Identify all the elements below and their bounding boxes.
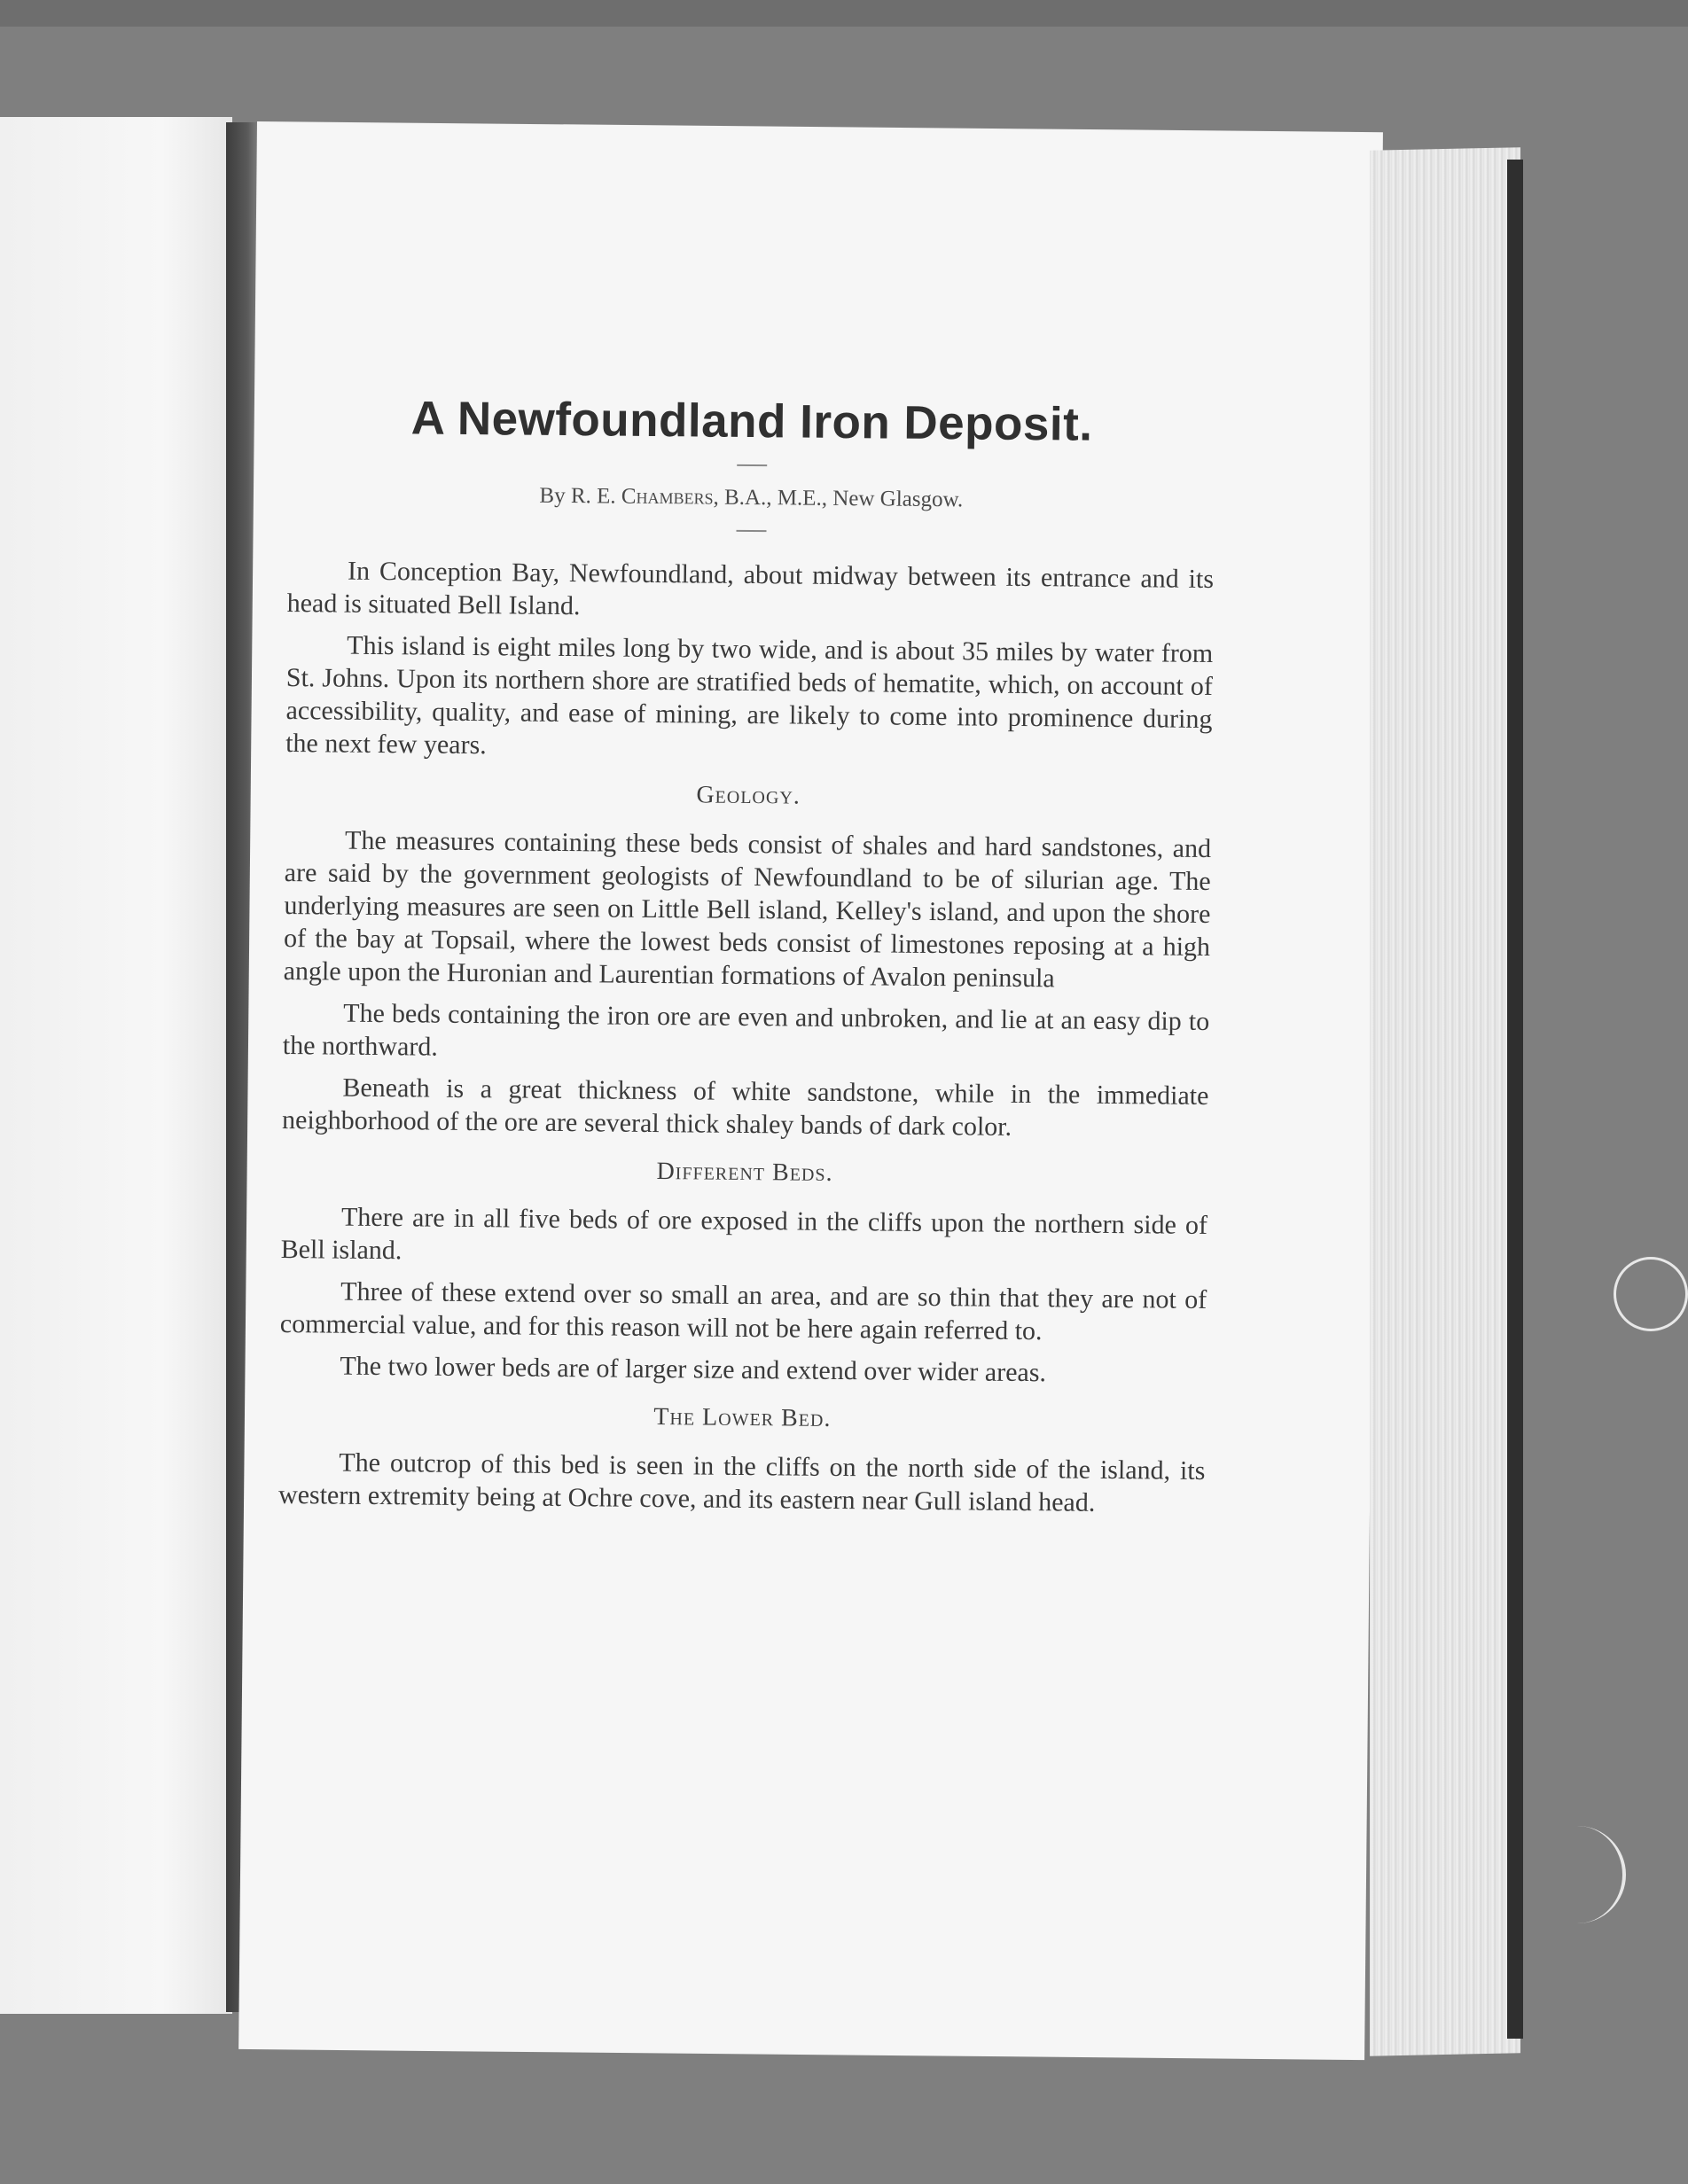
left-facing-page xyxy=(0,117,232,2014)
beds-paragraph: There are in all five beds of ore exposed in the cliffs upon the northern side of Bell island. xyxy=(280,1202,1208,1266)
section-heading-geology: Geology. xyxy=(696,781,801,810)
book-cover-edge xyxy=(1507,160,1523,2039)
article-byline xyxy=(288,481,1215,515)
article-title: A Newfoundland Iron Deposit. xyxy=(410,392,1093,451)
section-heading-different-beds: Different Beds. xyxy=(656,1158,833,1187)
geology-paragraph: Beneath is a great thickness of white sandstone, while in the immediate neighborhood of the ore are several thick shaley bands of dark color. xyxy=(281,1072,1209,1142)
byline-prefix: By xyxy=(539,483,566,508)
intro-paragraph: In Conception Bay, Newfoundland, about midway between its entrance and its head is situated Bell Island. xyxy=(286,556,1215,621)
beds-paragraph: The two lower beds are of larger size and extend over wider areas. xyxy=(340,1351,1047,1388)
scan-circle-mark xyxy=(1614,1257,1688,1331)
title-rule xyxy=(737,464,767,466)
byline-suffix: , B.A., M.E., New Glasgow. xyxy=(713,485,964,512)
scan-border xyxy=(0,0,1688,27)
lower-bed-paragraph: The outcrop of this bed is seen in the cliffs on the north side of the island, its western extremity being at Ochre cove, and its eastern near Gull island head. xyxy=(277,1447,1206,1517)
byline-rule xyxy=(736,530,766,532)
byline-author: R. E. Chambers xyxy=(570,484,714,510)
section-heading-lower-bed: The Lower Bed. xyxy=(653,1403,832,1432)
page-edges xyxy=(1370,147,1520,2056)
geology-paragraph: The beds containing the iron ore are even and unbroken, and lie at an easy dip to the northward. xyxy=(282,998,1210,1062)
article-body xyxy=(278,390,1215,1529)
geology-paragraph: The measures containing these beds consist of shales and hard sandstones, and are said by the government geologists of Newfoundland to be of silurian age. The underlying measures are seen on Little Bell island, Kelley's island, and upon the shore of the bay at Topsail, where the lowest beds consist of limestones reposing at a high angle upon the Huronian and Laurentian formations of Avalon peninsula xyxy=(283,825,1212,994)
scan-arc-mark xyxy=(1569,1826,1626,1923)
intro-paragraph: This island is eight miles long by two wide, and is about 35 miles by water from St. Johns. Upon its northern shore are stratified beds of hematite, which, on account of accessibility, quality, and ease of mining, are likely to come into prominence during the next few years. xyxy=(285,630,1214,760)
beds-paragraph: Three of these extend over so small an area, and are so thin that they are not of commercial value, and for this reason will not be here again referred to. xyxy=(279,1276,1207,1346)
